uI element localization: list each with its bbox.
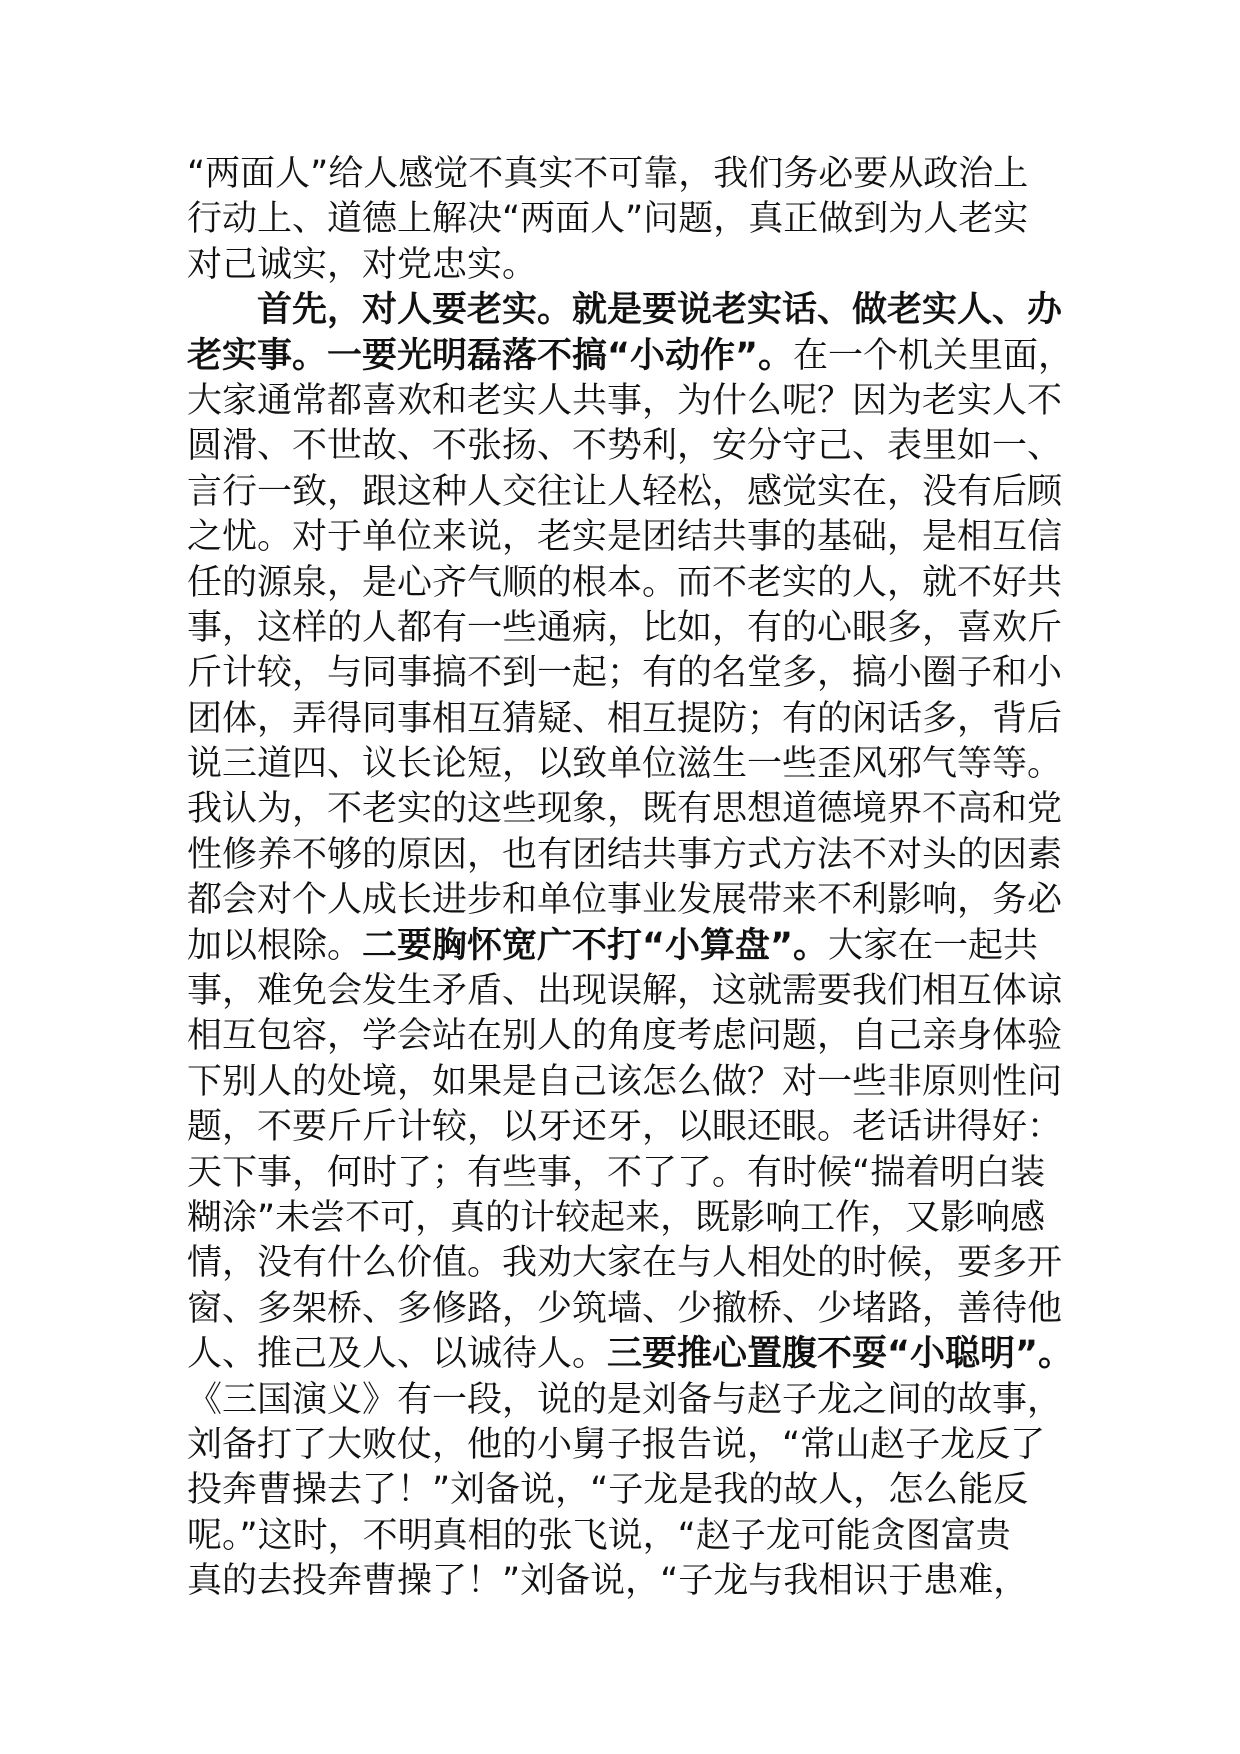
text-line: [187, 878, 1063, 923]
text-segment: 人、推己及人、以诚待人。: [187, 1334, 608, 1375]
text-line: [187, 606, 1063, 651]
text-line: [187, 515, 1063, 560]
text-segment: 《三国演义》有一段，说的是刘备与赵子龙之间的故事，: [187, 1379, 1063, 1420]
text-segment: 我认为，不老实的这些现象，既有思想道德境界不高和党: [187, 789, 1063, 830]
text-line: [187, 742, 1063, 787]
text-segment: 团体，弄得同事相互猜疑、相互提防；有的闲话多，背后: [187, 698, 1063, 739]
text-line: [187, 1060, 1063, 1105]
bold-text-segment: 首先，对人要老实。就是要说老实话、做老实人、办: [257, 290, 1063, 331]
text-segment: 加以根除。: [187, 925, 363, 966]
text-segment: 言行一致，跟这种人交往让人轻松，感觉实在，没有后顾: [187, 471, 1063, 512]
text-line: [187, 197, 1057, 242]
text-line: [187, 288, 1063, 333]
text-segment: 事，这样的人都有一些通病，比如，有的心眼多，喜欢斤: [187, 607, 1063, 648]
text-line: [187, 1105, 1063, 1150]
text-segment: 刘备打了大败仗，他的小舅子报告说，“常山赵子龙反了: [187, 1424, 1046, 1465]
text-line: [187, 833, 1063, 878]
text-segment: 大家通常都喜欢和老实人共事，为什么呢？因为老实人不: [187, 380, 1063, 421]
text-segment: 糊涂”未尝不可，真的计较起来，既影响工作，又影响感: [187, 1197, 1046, 1238]
text-line: [187, 470, 1063, 515]
text-line: [187, 152, 1057, 197]
text-segment: 投奔曹操去了！”刘备说，“子龙是我的故人，怎么能反: [187, 1470, 1029, 1511]
text-segment: 在一个机关里面，: [793, 335, 1074, 376]
text-line: [187, 969, 1063, 1014]
text-line: [187, 1423, 1057, 1468]
text-segment: 说三道四、议长论短，以致单位滋生一些歪风邪气等等。: [187, 744, 1063, 785]
text-segment: 行动上、道德上解决“两面人”问题，真正做到为人老实: [187, 199, 1029, 240]
bold-text-segment: 二要胸怀宽广不打“小算盘”。: [362, 925, 829, 966]
text-line: [187, 1151, 1057, 1196]
text-line: [187, 1332, 1074, 1377]
text-segment: 呢。”这时，不明真相的张飞说，“赵子龙可能贪图富贵: [187, 1515, 1011, 1556]
text-line: [187, 1287, 1063, 1332]
text-line: [187, 1559, 1057, 1604]
text-segment: 情，没有什么价值。我劝大家在与人相处的时候，要多开: [187, 1243, 1063, 1284]
text-segment: 性修养不够的原因，也有团结共事方式方法不对头的因素: [187, 834, 1063, 875]
text-segment: 斤计较，与同事搞不到一起；有的名堂多，搞小圈子和小: [187, 653, 1063, 694]
text-segment: “两面人”给人感觉不真实不可靠，我们务必要从政治上: [187, 154, 1029, 194]
text-segment: 事，难免会发生矛盾、出现误解，这就需要我们相互体谅: [187, 971, 1063, 1012]
text-line: [187, 787, 1063, 832]
text-segment: 之忧。对于单位来说，老实是团结共事的基础，是相互信: [187, 517, 1063, 558]
text-line: [187, 243, 1057, 288]
text-segment: 相互包容，学会站在别人的角度考虑问题，自己亲身体验: [187, 1016, 1063, 1057]
text-line: [187, 561, 1063, 606]
bold-text-segment: 三要推心置腹不耍“小聪明”。: [607, 1334, 1074, 1375]
text-line: [187, 651, 1063, 696]
text-segment: 下别人的处境，如果是自己该怎么做？对一些非原则性问: [187, 1061, 1063, 1102]
text-line: [187, 924, 1057, 969]
text-segment: 题，不要斤斤计较，以牙还牙，以眼还眼。老话讲得好：: [187, 1107, 1063, 1148]
text-line: [187, 334, 1074, 379]
text-segment: 圆滑、不世故、不张扬、不势利，安分守己、表里如一、: [187, 426, 1063, 467]
text-line: [187, 379, 1063, 424]
text-line: [187, 697, 1063, 742]
text-segment: 大家在一起共: [828, 925, 1039, 966]
text-segment: 任的源泉，是心齐气顺的根本。而不老实的人，就不好共: [187, 562, 1063, 603]
text-segment: 窗、多架桥、多修路，少筑墙、少撤桥、少堵路，善待他: [187, 1288, 1063, 1329]
body-text: [187, 152, 1074, 1605]
text-segment: 天下事，何时了；有些事，不了了。有时候“揣着明白装: [187, 1152, 1046, 1193]
text-line: [187, 1468, 1057, 1513]
text-line: [187, 1014, 1063, 1059]
text-line: [187, 1241, 1063, 1286]
text-line: [187, 1378, 1063, 1423]
text-line: [187, 1196, 1057, 1241]
text-segment: 真的去投奔曹操了！”刘备说，“子龙与我相识于患难，: [187, 1561, 1029, 1602]
text-line: [187, 1514, 1057, 1559]
text-segment: 都会对个人成长进步和单位事业发展带来不利影响，务必: [187, 880, 1063, 921]
text-segment: 对己诚实，对党忠实。: [187, 244, 538, 285]
bold-text-segment: 老实事。一要光明磊落不搞“小动作”。: [187, 335, 794, 376]
text-line: [187, 424, 1063, 469]
